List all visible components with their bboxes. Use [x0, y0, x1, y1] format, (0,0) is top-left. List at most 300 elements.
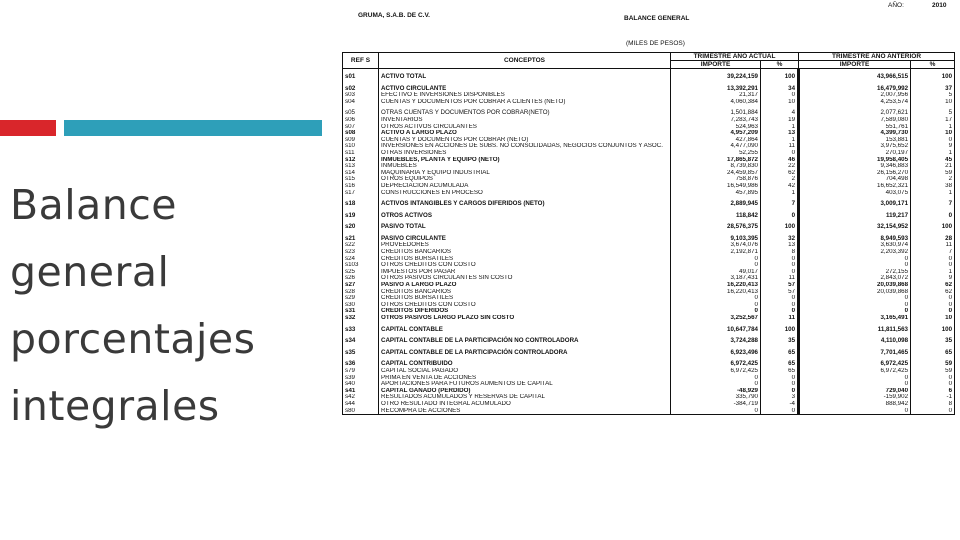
row-current-amount-cell: 3,187,431	[671, 275, 761, 282]
row-previous-pct-cell: 45	[911, 157, 955, 164]
column-header-concepts: CONCEPTOS	[379, 53, 671, 69]
row-ref-cell: s11	[343, 150, 379, 157]
row-previous-amount-cell: 9,346,883	[799, 163, 911, 170]
row-previous-amount-cell: 16,652,321	[799, 183, 911, 190]
table-row	[343, 163, 955, 170]
row-ref-cell: s36	[343, 356, 379, 368]
row-current-amount-cell: 0	[671, 302, 761, 309]
row-ref-cell: s80	[343, 408, 379, 415]
row-previous-amount-cell: 6,972,425	[799, 356, 911, 368]
table-row	[343, 69, 955, 81]
row-current-pct-cell: 46	[761, 157, 799, 164]
row-concept-cell: RECOMPRA DE ACCIONES	[379, 408, 671, 415]
row-ref-cell: s42	[343, 394, 379, 401]
year-label: AÑO:	[888, 2, 904, 9]
row-previous-pct-cell: 100	[911, 219, 955, 231]
row-concept-cell: EFECTIVO E INVERSIONES DISPONIBLES	[379, 92, 671, 99]
row-current-pct-cell: 4	[761, 105, 799, 117]
column-header-pct-current: %	[761, 61, 799, 69]
row-previous-amount-cell: 16,479,992	[799, 81, 911, 93]
row-ref-cell: s28	[343, 289, 379, 296]
row-concept-cell: IMPUESTOS POR PAGAR	[379, 269, 671, 276]
row-previous-pct-cell: 0	[911, 295, 955, 302]
row-previous-amount-cell: 2,203,392	[799, 249, 911, 256]
row-ref-cell: s40	[343, 381, 379, 388]
row-current-pct-cell: 57	[761, 282, 799, 289]
row-previous-pct-cell: 100	[911, 322, 955, 334]
row-current-pct-cell: 0	[761, 208, 799, 220]
balance-table-body	[343, 69, 955, 415]
row-concept-cell: CRÉDITOS DIFERIDOS	[379, 308, 671, 315]
row-previous-pct-cell: 1	[911, 190, 955, 197]
row-ref-cell: s29	[343, 295, 379, 302]
row-current-pct-cell: 0	[761, 302, 799, 309]
row-concept-cell: INVERSIONES EN ACCIONES DE SUBS. NO CONSOLIDADAS, NEGOCIOS CONJUNTOS Y ASOC.	[379, 143, 671, 150]
row-current-pct-cell: 0	[761, 295, 799, 302]
row-ref-cell: s33	[343, 322, 379, 334]
row-current-amount-cell: 21,317	[671, 92, 761, 99]
table-row	[343, 196, 955, 208]
row-current-amount-cell: 758,876	[671, 176, 761, 183]
row-previous-amount-cell: 0	[799, 295, 911, 302]
row-previous-pct-cell: 65	[911, 345, 955, 357]
row-ref-cell: s26	[343, 275, 379, 282]
row-concept-cell: CAPITAL CONTABLE DE LA PARTICIPACIÓN CONTROLADORA	[379, 345, 671, 357]
row-concept-cell: OTROS PASIVOS CIRCULANTES SIN COSTO	[379, 275, 671, 282]
row-concept-cell: MAQUINARIA Y EQUIPO INDUSTRIAL	[379, 170, 671, 177]
table-row	[343, 231, 955, 243]
row-concept-cell: OTRAS INVERSIONES	[379, 150, 671, 157]
row-current-pct-cell: 0	[761, 269, 799, 276]
row-concept-cell: PASIVO CIRCULANTE	[379, 231, 671, 243]
row-current-amount-cell: 3,724,288	[671, 333, 761, 345]
row-current-pct-cell: 3	[761, 394, 799, 401]
row-current-pct-cell: 0	[761, 408, 799, 415]
row-concept-cell: CONSTRUCCIONES EN PROCESO	[379, 190, 671, 197]
row-current-pct-cell: 100	[761, 69, 799, 81]
units-label: (MILES DE PESOS)	[626, 40, 685, 47]
row-ref-cell: s30	[343, 302, 379, 309]
row-previous-pct-cell: 62	[911, 282, 955, 289]
row-ref-cell: s18	[343, 196, 379, 208]
table-row	[343, 381, 955, 388]
row-previous-pct-cell: 1	[911, 124, 955, 131]
row-previous-amount-cell: 4,399,730	[799, 130, 911, 137]
row-ref-cell: s21	[343, 231, 379, 243]
row-current-amount-cell: 0	[671, 408, 761, 415]
row-current-pct-cell: 1	[761, 190, 799, 197]
row-ref-cell: s25	[343, 269, 379, 276]
row-previous-amount-cell: 153,881	[799, 137, 911, 144]
row-previous-amount-cell: 0	[799, 262, 911, 269]
accent-bar-red	[0, 120, 56, 136]
document-title: BALANCE GENERAL	[624, 15, 690, 22]
row-previous-amount-cell: 0	[799, 375, 911, 382]
row-current-amount-cell: 2,192,871	[671, 249, 761, 256]
row-ref-cell: s13	[343, 163, 379, 170]
row-current-pct-cell: 7	[761, 196, 799, 208]
row-current-amount-cell: 4,477,090	[671, 143, 761, 150]
row-previous-amount-cell: 270,197	[799, 150, 911, 157]
row-ref-cell: s12	[343, 157, 379, 164]
row-current-amount-cell: 0	[671, 262, 761, 269]
row-ref-cell: s39	[343, 375, 379, 382]
row-previous-amount-cell: 2,077,621	[799, 105, 911, 117]
row-ref-cell: s35	[343, 345, 379, 357]
row-previous-pct-cell: 5	[911, 105, 955, 117]
row-current-amount-cell: -384,719	[671, 401, 761, 408]
accent-bar-teal	[64, 120, 322, 136]
row-current-pct-cell: 32	[761, 231, 799, 243]
row-previous-amount-cell: 403,075	[799, 190, 911, 197]
row-previous-pct-cell: 1	[911, 150, 955, 157]
row-current-pct-cell: 65	[761, 368, 799, 375]
row-previous-amount-cell: 888,942	[799, 401, 911, 408]
row-current-pct-cell: -4	[761, 401, 799, 408]
row-previous-amount-cell: 0	[799, 256, 911, 263]
row-previous-pct-cell: 9	[911, 275, 955, 282]
row-current-pct-cell: 0	[761, 256, 799, 263]
row-concept-cell: OTROS ACTIVOS	[379, 208, 671, 220]
row-previous-pct-cell: 0	[911, 137, 955, 144]
row-concept-cell: INMUEBLES, PLANTA Y EQUIPO (NETO)	[379, 157, 671, 164]
row-current-amount-cell: 13,392,291	[671, 81, 761, 93]
row-previous-amount-cell: 7,589,080	[799, 117, 911, 124]
slide-title: Balance general porcentajes integrales	[10, 181, 256, 430]
table-row	[343, 242, 955, 249]
row-concept-cell: PROVEEDORES	[379, 242, 671, 249]
row-current-pct-cell: 65	[761, 356, 799, 368]
row-current-amount-cell: 1,501,884	[671, 105, 761, 117]
row-current-amount-cell: 457,895	[671, 190, 761, 197]
row-current-pct-cell: 0	[761, 92, 799, 99]
row-previous-pct-cell: 0	[911, 208, 955, 220]
row-current-amount-cell: 3,674,076	[671, 242, 761, 249]
table-row	[343, 92, 955, 99]
row-previous-amount-cell: 0	[799, 302, 911, 309]
row-current-pct-cell: 13	[761, 242, 799, 249]
row-ref-cell: s17	[343, 190, 379, 197]
row-previous-pct-cell: 0	[911, 308, 955, 315]
row-ref-cell: s44	[343, 401, 379, 408]
table-row	[343, 388, 955, 395]
row-current-pct-cell: 62	[761, 170, 799, 177]
row-concept-cell: OTROS EQUIPOS	[379, 176, 671, 183]
row-concept-cell: OTROS ACTIVOS CIRCULANTES	[379, 124, 671, 131]
row-ref-cell: s07	[343, 124, 379, 131]
row-previous-amount-cell: 4,253,574	[799, 99, 911, 106]
balance-table	[342, 52, 955, 415]
row-ref-cell: s09	[343, 137, 379, 144]
table-row	[343, 183, 955, 190]
row-previous-amount-cell: 4,110,098	[799, 333, 911, 345]
row-current-amount-cell: 10,647,784	[671, 322, 761, 334]
table-row	[343, 124, 955, 131]
row-previous-amount-cell: 2,007,956	[799, 92, 911, 99]
table-row	[343, 375, 955, 382]
row-current-pct-cell: 11	[761, 315, 799, 322]
row-previous-pct-cell: 0	[911, 375, 955, 382]
row-previous-pct-cell: 21	[911, 163, 955, 170]
row-current-amount-cell: 0	[671, 295, 761, 302]
row-ref-cell: s23	[343, 249, 379, 256]
row-ref-cell: s20	[343, 219, 379, 231]
row-ref-cell: s05	[343, 105, 379, 117]
row-concept-cell: ACTIVO A LARGO PLAZO	[379, 130, 671, 137]
row-ref-cell: s08	[343, 130, 379, 137]
table-row	[343, 117, 955, 124]
row-previous-pct-cell: 10	[911, 130, 955, 137]
row-current-amount-cell: 2,889,945	[671, 196, 761, 208]
row-current-amount-cell: 6,972,425	[671, 368, 761, 375]
row-current-pct-cell: 0	[761, 150, 799, 157]
row-concept-cell: INMUEBLES	[379, 163, 671, 170]
table-row	[343, 256, 955, 263]
row-previous-amount-cell: 3,975,652	[799, 143, 911, 150]
row-current-amount-cell: 9,103,395	[671, 231, 761, 243]
row-concept-cell: CRÉDITOS BANCARIOS	[379, 249, 671, 256]
table-row	[343, 137, 955, 144]
row-previous-pct-cell: 7	[911, 196, 955, 208]
table-row	[343, 356, 955, 368]
row-previous-pct-cell: 6	[911, 388, 955, 395]
row-current-amount-cell: 427,864	[671, 137, 761, 144]
row-concept-cell: CAPITAL GANADO (PERDIDO)	[379, 388, 671, 395]
table-row	[343, 295, 955, 302]
table-row	[343, 394, 955, 401]
row-current-amount-cell: 16,549,986	[671, 183, 761, 190]
column-header-previous-quarter: TRIMESTRE AÑO ANTERIOR	[799, 53, 955, 61]
row-ref-cell: s34	[343, 333, 379, 345]
row-current-pct-cell: 57	[761, 289, 799, 296]
row-previous-amount-cell: -159,902	[799, 394, 911, 401]
row-concept-cell: OTRAS CUENTAS Y DOCUMENTOS POR COBRAR(NETO)	[379, 105, 671, 117]
row-previous-amount-cell: 11,811,563	[799, 322, 911, 334]
table-row	[343, 401, 955, 408]
row-current-amount-cell: 52,255	[671, 150, 761, 157]
row-current-pct-cell: 2	[761, 176, 799, 183]
row-current-amount-cell: 17,865,872	[671, 157, 761, 164]
row-current-pct-cell: 13	[761, 130, 799, 137]
row-current-amount-cell: 49,017	[671, 269, 761, 276]
row-current-amount-cell: 0	[671, 381, 761, 388]
column-header-current-quarter: TRIMESTRE AÑO ACTUAL	[671, 53, 799, 61]
row-current-pct-cell: 11	[761, 275, 799, 282]
row-current-amount-cell: 335,790	[671, 394, 761, 401]
row-previous-pct-cell: 2	[911, 176, 955, 183]
row-ref-cell: s22	[343, 242, 379, 249]
row-current-amount-cell: 0	[671, 308, 761, 315]
row-previous-pct-cell: 10	[911, 99, 955, 106]
row-previous-amount-cell: 551,761	[799, 124, 911, 131]
row-previous-amount-cell: 704,498	[799, 176, 911, 183]
row-current-pct-cell: 0	[761, 262, 799, 269]
row-ref-cell: s16	[343, 183, 379, 190]
row-current-pct-cell: 19	[761, 117, 799, 124]
row-previous-pct-cell: 0	[911, 381, 955, 388]
row-concept-cell: ACTIVOS INTANGIBLES Y CARGOS DIFERIDOS (NETO)	[379, 196, 671, 208]
row-previous-amount-cell: 729,040	[799, 388, 911, 395]
row-current-pct-cell: 42	[761, 183, 799, 190]
row-concept-cell: CAPITAL SOCIAL PAGADO	[379, 368, 671, 375]
row-previous-amount-cell: 3,009,171	[799, 196, 911, 208]
row-concept-cell: APORTACIONES PARA FUTUROS AUMENTOS DE CAPITAL	[379, 381, 671, 388]
row-ref-cell: s02	[343, 81, 379, 93]
table-row	[343, 315, 955, 322]
table-row	[343, 105, 955, 117]
row-previous-amount-cell: 7,701,465	[799, 345, 911, 357]
row-previous-amount-cell: 6,972,425	[799, 368, 911, 375]
column-header-importe-current: IMPORTE	[671, 61, 761, 69]
table-row	[343, 322, 955, 334]
row-previous-amount-cell: 26,156,270	[799, 170, 911, 177]
row-ref-cell: s10	[343, 143, 379, 150]
column-header-pct-previous: %	[911, 61, 955, 69]
table-row	[343, 262, 955, 269]
row-concept-cell: PASIVO TOTAL	[379, 219, 671, 231]
row-current-pct-cell: 22	[761, 163, 799, 170]
row-concept-cell: CAPITAL CONTABLE	[379, 322, 671, 334]
row-concept-cell: CRÉDITOS BANCARIOS	[379, 289, 671, 296]
row-ref-cell: s41	[343, 388, 379, 395]
row-ref-cell: s19	[343, 208, 379, 220]
row-previous-pct-cell: 100	[911, 69, 955, 81]
row-previous-amount-cell: 2,843,072	[799, 275, 911, 282]
row-previous-pct-cell: -1	[911, 394, 955, 401]
row-current-pct-cell: 1	[761, 124, 799, 131]
row-ref-cell: s103	[343, 262, 379, 269]
row-current-amount-cell: 24,459,857	[671, 170, 761, 177]
row-current-amount-cell: 6,972,425	[671, 356, 761, 368]
row-previous-pct-cell: 37	[911, 81, 955, 93]
row-current-pct-cell: 100	[761, 219, 799, 231]
row-previous-pct-cell: 10	[911, 315, 955, 322]
row-current-pct-cell: 0	[761, 388, 799, 395]
row-concept-cell: ACTIVO CIRCULANTE	[379, 81, 671, 93]
row-previous-amount-cell: 0	[799, 308, 911, 315]
table-row	[343, 190, 955, 197]
row-current-pct-cell: 34	[761, 81, 799, 93]
row-ref-cell: s01	[343, 69, 379, 81]
row-previous-amount-cell: 20,039,868	[799, 289, 911, 296]
row-previous-pct-cell: 35	[911, 333, 955, 345]
balance-sheet-scan	[332, 0, 960, 540]
row-ref-cell: s14	[343, 170, 379, 177]
row-ref-cell: s03	[343, 92, 379, 99]
row-ref-cell: s24	[343, 256, 379, 263]
row-current-amount-cell: 8,739,830	[671, 163, 761, 170]
table-row	[343, 333, 955, 345]
row-previous-amount-cell: 20,039,868	[799, 282, 911, 289]
row-previous-amount-cell: 43,966,515	[799, 69, 911, 81]
row-previous-pct-cell: 11	[911, 242, 955, 249]
year-value: 2010	[932, 2, 947, 9]
table-row	[343, 302, 955, 309]
row-previous-amount-cell: 119,217	[799, 208, 911, 220]
row-previous-pct-cell: 38	[911, 183, 955, 190]
table-row	[343, 150, 955, 157]
row-ref-cell: s04	[343, 99, 379, 106]
row-concept-cell: CRÉDITOS BURSÁTILES	[379, 256, 671, 263]
row-concept-cell: OTROS PASIVOS LARGO PLAZO SIN COSTO	[379, 315, 671, 322]
table-row	[343, 208, 955, 220]
table-row	[343, 143, 955, 150]
row-concept-cell: ACTIVO TOTAL	[379, 69, 671, 81]
row-previous-pct-cell: 0	[911, 302, 955, 309]
row-current-amount-cell: 16,220,413	[671, 289, 761, 296]
row-current-amount-cell: 16,220,413	[671, 282, 761, 289]
row-concept-cell: CAPITAL CONTRIBUIDO	[379, 356, 671, 368]
row-concept-cell: CUENTAS Y DOCUMENTOS POR COBRAR A CLIENTES (NETO)	[379, 99, 671, 106]
table-row	[343, 345, 955, 357]
row-previous-amount-cell: 0	[799, 381, 911, 388]
column-header-ref: REF S	[343, 53, 379, 69]
table-row	[343, 289, 955, 296]
table-row	[343, 308, 955, 315]
table-row	[343, 249, 955, 256]
row-previous-pct-cell: 0	[911, 408, 955, 415]
column-header-importe-previous: IMPORTE	[799, 61, 911, 69]
row-ref-cell: s15	[343, 176, 379, 183]
row-ref-cell: s31	[343, 308, 379, 315]
row-previous-pct-cell: 7	[911, 249, 955, 256]
row-previous-pct-cell: 9	[911, 143, 955, 150]
row-concept-cell: INVENTARIOS	[379, 117, 671, 124]
row-current-pct-cell: 11	[761, 143, 799, 150]
row-previous-pct-cell: 5	[911, 92, 955, 99]
row-current-amount-cell: 4,957,209	[671, 130, 761, 137]
row-previous-amount-cell: 32,154,952	[799, 219, 911, 231]
row-current-amount-cell: 28,576,375	[671, 219, 761, 231]
table-row	[343, 219, 955, 231]
row-concept-cell: CAPITAL CONTABLE DE LA PARTICIPACIÓN NO CONTROLADORA	[379, 333, 671, 345]
row-current-pct-cell: 0	[761, 375, 799, 382]
row-concept-cell: PRIMA EN VENTA DE ACCIONES	[379, 375, 671, 382]
row-current-pct-cell: 0	[761, 381, 799, 388]
row-current-amount-cell: 3,252,567	[671, 315, 761, 322]
row-current-amount-cell: -48,929	[671, 388, 761, 395]
row-current-amount-cell: 524,963	[671, 124, 761, 131]
row-previous-amount-cell: 3,630,974	[799, 242, 911, 249]
row-concept-cell: PASIVO A LARGO PLAZO	[379, 282, 671, 289]
row-current-pct-cell: 8	[761, 249, 799, 256]
row-concept-cell: RESULTADOS ACUMULADOS Y RESERVAS DE CAPITAL	[379, 394, 671, 401]
row-current-amount-cell: 6,923,496	[671, 345, 761, 357]
row-concept-cell: OTRO RESULTADO INTEGRAL ACUMULADO	[379, 401, 671, 408]
row-ref-cell: s06	[343, 117, 379, 124]
row-current-pct-cell: 0	[761, 308, 799, 315]
row-current-amount-cell: 4,060,384	[671, 99, 761, 106]
company-name: GRUMA, S.A.B. DE C.V.	[358, 12, 430, 19]
row-previous-pct-cell: 59	[911, 170, 955, 177]
row-previous-amount-cell: 272,155	[799, 269, 911, 276]
row-ref-cell: s79	[343, 368, 379, 375]
row-concept-cell: DEPRECIACIÓN ACUMULADA	[379, 183, 671, 190]
row-previous-pct-cell: 59	[911, 356, 955, 368]
row-concept-cell: CUENTAS Y DOCUMENTOS POR COBRAR (NETO)	[379, 137, 671, 144]
table-row	[343, 99, 955, 106]
row-previous-pct-cell: 0	[911, 256, 955, 263]
row-current-amount-cell: 118,842	[671, 208, 761, 220]
row-previous-amount-cell: 19,958,405	[799, 157, 911, 164]
row-current-pct-cell: 35	[761, 333, 799, 345]
row-concept-cell: OTROS CRÉDITOS CON COSTO	[379, 302, 671, 309]
row-current-pct-cell: 1	[761, 137, 799, 144]
row-previous-amount-cell: 8,949,593	[799, 231, 911, 243]
table-row	[343, 408, 955, 415]
table-row	[343, 282, 955, 289]
table-row	[343, 176, 955, 183]
